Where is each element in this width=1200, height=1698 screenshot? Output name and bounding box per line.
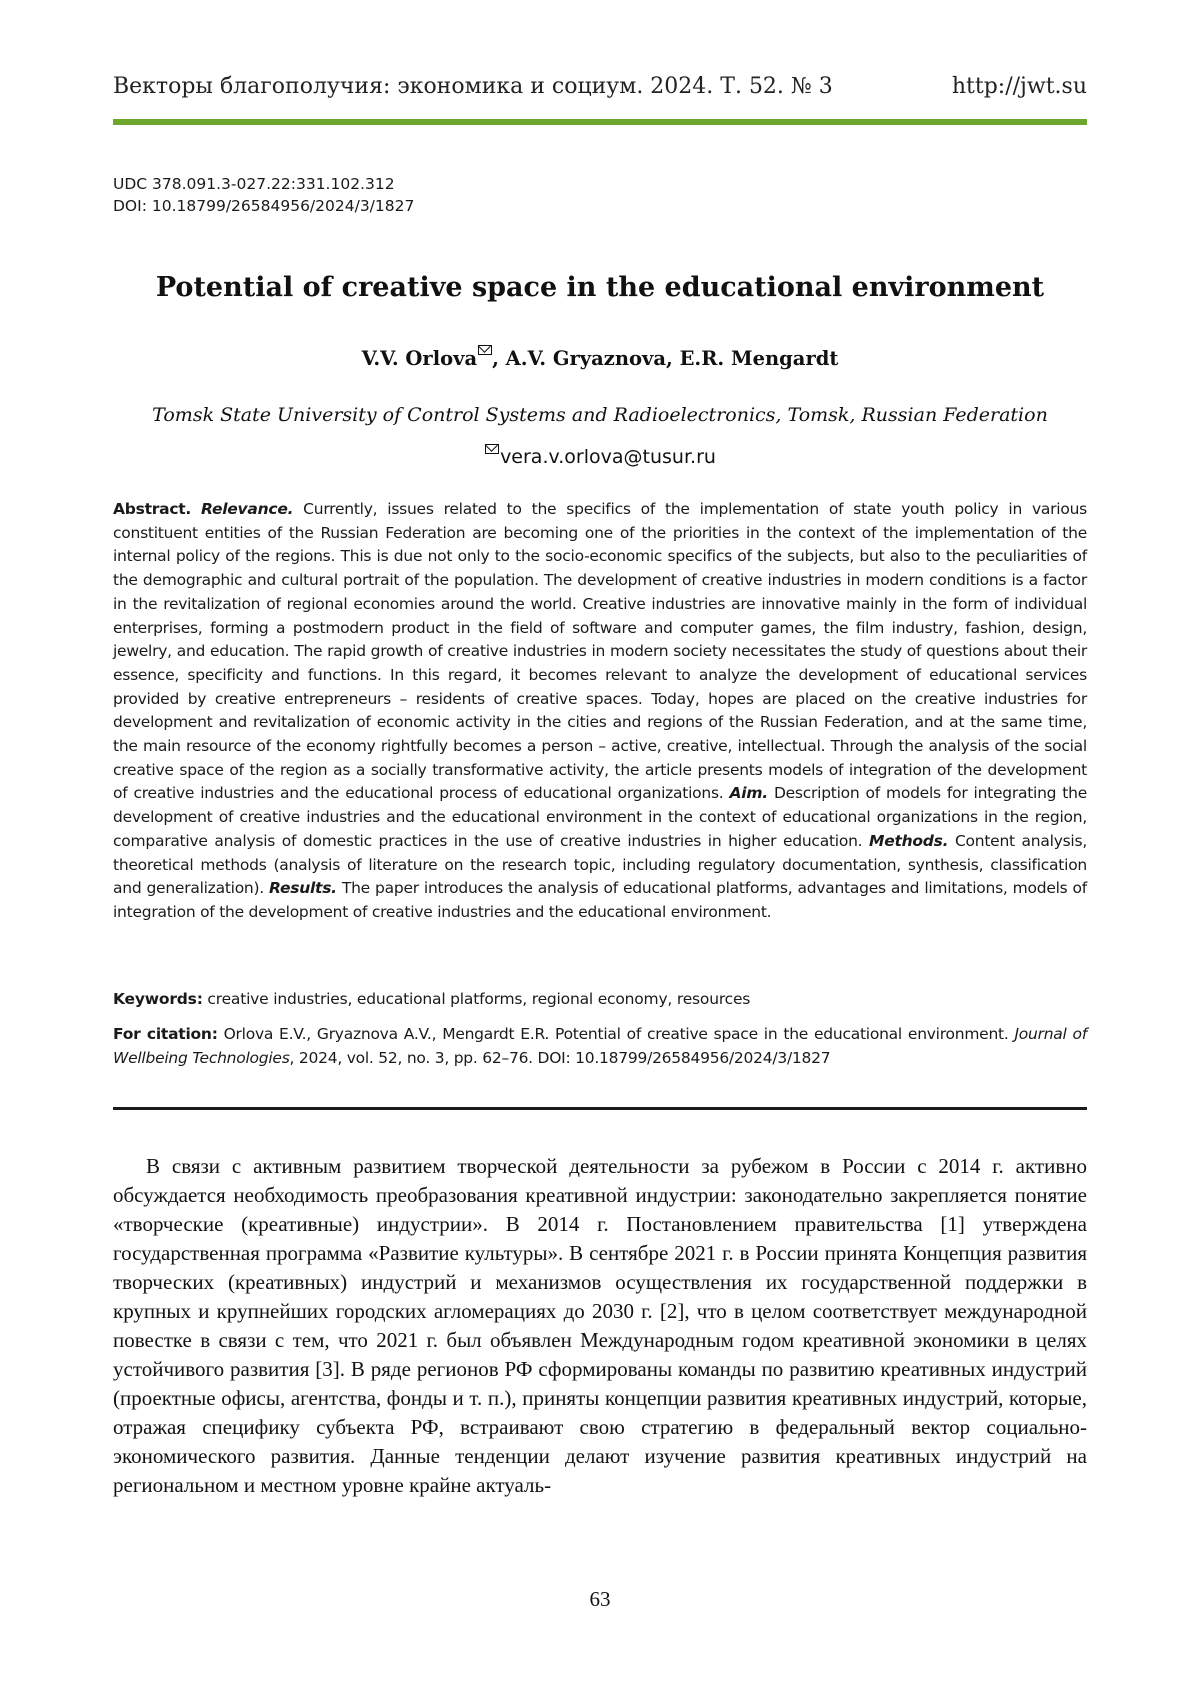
abstract-label: Abstract. xyxy=(113,500,192,518)
body-paragraph: В связи с активным развитием творческой деятельности за рубежом в России с 2014 г. активно обсуждается необходимость преобразования креативной индустрии: законодательно закрепляется понятие «творческие (креативные) индустрии». В 2014 г. Постановлением правительства [1] утверждена государственная программа «Развитие культуры». В сентябре 2021 г. в России принята Концепция развития творческих (креативных) индустрий и механизмов осуществления их государственной поддержки в крупных и крупнейших городских агломерациях до 2030 г. [2], что в целом соответствует международной повестке в связи с тем, что 2021 г. был объявлен Международным годом креативной экономики в целях устойчивого развития [3]. В ряде регионов РФ сформированы команды по развитию креативных индустрий (проектные офисы, агентства, фонды и т. п.), приняты концепции развития креативных индустрий, которые, отражая специфику субъекта РФ, встраивают свою стратегию в федеральный вектор социально-экономического развития. Данные тенденции делают изучение развития креативных индустрий на региональном и местном уровне крайне актуаль- xyxy=(113,1154,1087,1497)
journal-website: http://jwt.su xyxy=(951,74,1087,99)
page-number: 63 xyxy=(589,1587,611,1611)
methods-label: Methods. xyxy=(869,831,949,850)
author-corresponding: V.V. Orlova xyxy=(361,347,478,370)
envelope-icon xyxy=(485,444,499,454)
running-header xyxy=(113,74,1087,104)
citation xyxy=(113,1022,1087,1070)
methods-text: Content analysis, theoretical methods (analysis of literature on the research topic, including regulatory documentation, synthesis, classification and generalization). xyxy=(113,831,1087,898)
author-others: , A.V. Gryaznova, E.R. Mengardt xyxy=(492,347,839,370)
journal-name: Векторы благополучия: экономика и социум. 2024. Т. 52. № 3 xyxy=(113,74,833,99)
udc-code: UDC 378.091.3-027.22:331.102.312 xyxy=(113,175,395,193)
aim-text: Description of models for integrating the development of creative industries and the educational environment in the context of educational organizations in the region, comparative analysis of domestic practices in the use of creative industries in higher education. xyxy=(113,784,1087,850)
citation-journal: Journal of Wellbeing Technologies xyxy=(113,1025,1087,1067)
article-title: Potential of creative space in the educational environment xyxy=(155,272,1045,303)
abstract xyxy=(113,498,1087,925)
keywords-text: creative industries, educational platforms, regional economy, resources xyxy=(202,990,751,1008)
results-label: Results. xyxy=(269,879,337,898)
citation-label: For citation: xyxy=(113,1025,218,1043)
envelope-icon xyxy=(478,345,492,355)
header-rule xyxy=(113,119,1087,125)
keywords-label: Keywords: xyxy=(113,990,203,1008)
aim-label: Aim. xyxy=(729,784,768,803)
author-list xyxy=(113,347,1087,370)
corresponding-email[interactable]: vera.v.orlova@tusur.ru xyxy=(500,446,716,468)
relevance-label: Relevance. xyxy=(201,500,294,518)
results-text: The paper introduces the analysis of educational platforms, advantages and limitations, models of integration of the development of creative industries and the educational environment. xyxy=(113,879,1087,921)
affiliation: Tomsk State University of Control Systems and Radioelectronics, Tomsk, Russian Federation xyxy=(152,404,1048,426)
corresponding-email-line xyxy=(113,446,1087,468)
relevance-text: Currently, issues related to the specifics of the implementation of state youth policy in various constituent entities of the Russian Federation are becoming one of the priorities in the context of the implementation of the internal policy of the regions. This is due not only to the socio-economic specifics of the subjects, but also to the peculiarities of the demographic and cultural portrait of the population. The development of creative industries in modern conditions is a factor in the revitalization of regional economies around the world. Creative industries are innovative mainly in the form of individual enterprises, forming a postmodern product in the field of software and computer games, the film industry, fashion, design, jewelry, and education. The rapid growth of creative industries in modern society necessitates the study of questions about their essence, specificity and functions. In this regard, it becomes relevant to analyze the development of educational services provided by creative entrepreneurs – residents of creative spaces. Today, hopes are placed on the creative industries for development and revitalization of economic activity in the cities and regions of the Russian Federation, and at the same time, the main resource of the economy rightfully becomes a person – active, creative, intellectual. Through the analysis of the social creative space of the region as a socially transformative activity, the article presents models of integration of the development of creative industries and the educational process of educational organizations. xyxy=(113,500,1087,803)
keywords xyxy=(113,987,1087,1011)
section-divider xyxy=(113,1107,1087,1110)
citation-details: , 2024, vol. 52, no. 3, pp. 62–76. DOI: 10.18799/26584956/2024/3/1827 xyxy=(289,1049,831,1067)
doi: DOI: 10.18799/26584956/2024/3/1827 xyxy=(113,197,415,215)
citation-text: Orlova E.V., Gryaznova A.V., Mengardt E.R. Potential of creative space in the educational environment. xyxy=(217,1025,1015,1043)
article-meta xyxy=(113,173,414,217)
